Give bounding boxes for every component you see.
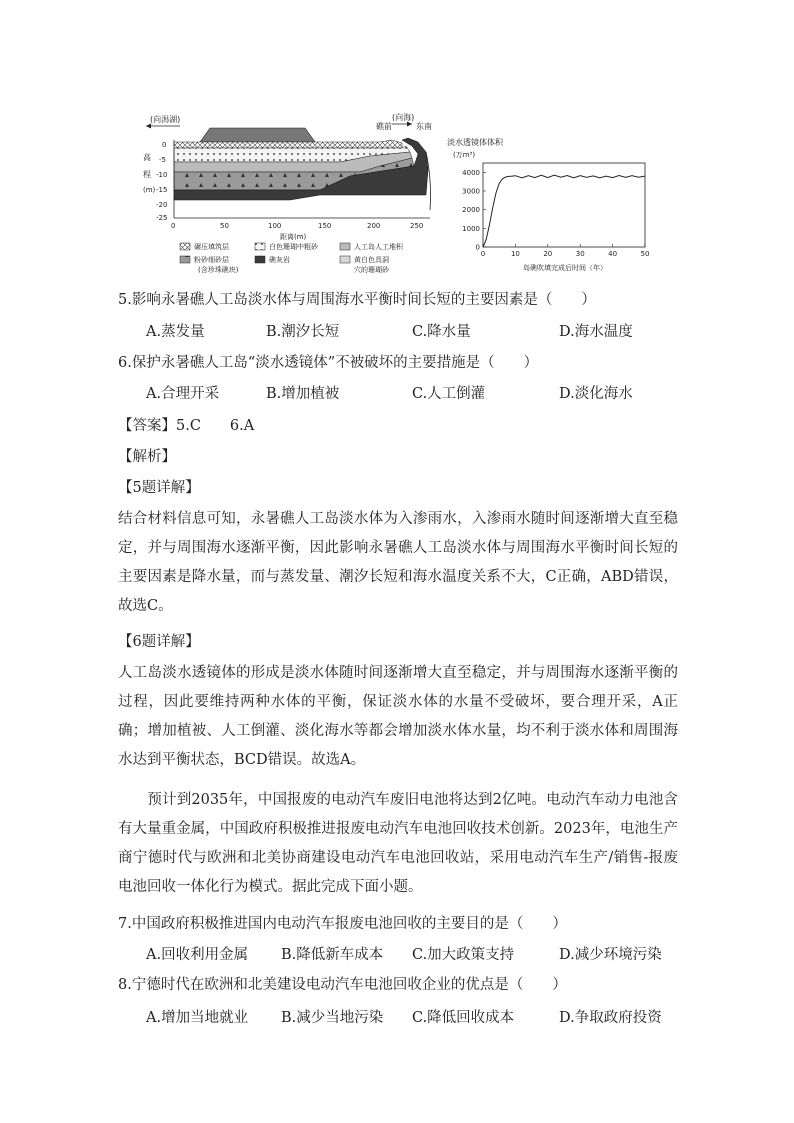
detail6-heading: 【6题详解】 bbox=[118, 634, 200, 650]
analysis-heading: 【解析】 bbox=[118, 449, 176, 465]
legend-item: 黄白色具洞 bbox=[354, 256, 389, 264]
legend-item: (含珍珠礁块) bbox=[198, 266, 239, 274]
series-line bbox=[483, 175, 645, 247]
q7-stem: 7.中国政府积极推进国内电动汽车报废电池回收的主要目的是（ ） bbox=[118, 916, 567, 932]
q7-option-a: A.回收利用金属 bbox=[146, 947, 249, 963]
q8-option-a: A.增加当地就业 bbox=[146, 1010, 249, 1026]
legend-item: 礁灰岩 bbox=[269, 256, 290, 264]
x-tick: 100 bbox=[268, 222, 282, 230]
y-tick-label: 0 bbox=[475, 243, 480, 252]
q5-option-d: D.海水温度 bbox=[559, 324, 633, 340]
q6-option-c: C.人工倒灌 bbox=[412, 386, 486, 402]
x-tick-label: 40 bbox=[608, 250, 618, 258]
freshwater-lens-chart bbox=[445, 135, 655, 275]
y-label-1: 高 bbox=[143, 153, 151, 162]
x-tick-label: 50 bbox=[640, 250, 650, 258]
q6-option-d: D.淡化海水 bbox=[559, 386, 633, 402]
y-tick: -10 bbox=[156, 171, 168, 179]
y-tick-label: 4000 bbox=[462, 168, 480, 177]
chart-x-label: 岛礁吹填完成后时间（年） bbox=[523, 264, 607, 272]
q7-option-b: B.降低新车成本 bbox=[281, 947, 384, 963]
q8-option-c: C.降低回收成本 bbox=[412, 1010, 515, 1026]
q7-option-c: C.加大政策支持 bbox=[412, 947, 515, 963]
y-tick-label: 3000 bbox=[462, 187, 480, 196]
legend-item: 人工岛人工堆积 bbox=[354, 243, 403, 251]
detail5-heading: 【5题详解】 bbox=[118, 480, 200, 496]
detail6-body: 人工岛淡水透镜体的形成是淡水体随时间逐渐增大直至稳定，并与周围海水逐渐平衡的过程，因此要维持两种水体的平衡，保证淡水体的水量不受破坏，要合理开采，A正确；增加植被、人工倒灌、淡化海水等都会增加淡水体水量，均不利于淡水体和周围海水达到平衡状态，BCD错误。故选A。 bbox=[118, 665, 678, 768]
legend-swatch bbox=[180, 243, 190, 250]
legend-item: 粉砂细砂层 bbox=[194, 256, 229, 264]
island-building bbox=[200, 128, 315, 142]
legend-swatch bbox=[340, 243, 350, 250]
q5-option-c: C.降水量 bbox=[412, 324, 471, 340]
legend-item: 碾压填筑层 bbox=[194, 243, 229, 251]
legend-swatch bbox=[255, 256, 265, 263]
y-tick: -15 bbox=[156, 186, 168, 194]
legend-swatch bbox=[180, 256, 190, 263]
y-tick: -20 bbox=[156, 201, 168, 209]
q6-stem: 6.保护永暑礁人工岛“淡水透镜体”不被破坏的主要措施是（ ） bbox=[118, 355, 539, 371]
q5-option-b: B.潮汐长短 bbox=[266, 324, 340, 340]
y-ticks bbox=[156, 141, 167, 222]
chart-unit: (万m³) bbox=[453, 151, 476, 159]
legend-swatch bbox=[340, 256, 350, 263]
x-axis-label: 距离(m) bbox=[280, 233, 307, 241]
x-tick-label: 20 bbox=[543, 250, 553, 258]
x-tick-label: 30 bbox=[575, 250, 585, 258]
x-tick-label: 0 bbox=[480, 250, 486, 258]
y-tick-label: 2000 bbox=[462, 206, 480, 215]
x-tick: 200 bbox=[367, 222, 381, 230]
x-ticks bbox=[171, 222, 423, 230]
y-tick: -25 bbox=[156, 214, 168, 222]
cross-section-figure bbox=[140, 110, 445, 280]
y-tick: -5 bbox=[159, 156, 166, 164]
dir-right-label: (向海) bbox=[392, 113, 415, 122]
detail5-body: 结合材料信息可知，永暑礁人工岛淡水体为入渗雨水，入渗雨水随时间逐渐增大直至稳定，并与周围海水逐渐平衡，因此影响永暑礁人工岛淡水体与周围海水平衡时间长短的主要因素是降水量，而与蒸发量、潮汐长短和海水温度关系不大，C正确，ABD错误，故选C。 bbox=[118, 511, 678, 614]
q8-option-d: D.争取政府投资 bbox=[559, 1010, 662, 1026]
x-tick: 50 bbox=[220, 222, 229, 230]
reef-front-label: 礁前 bbox=[376, 122, 392, 131]
southeast-label: 东南 bbox=[416, 122, 432, 131]
legend-item: 穴的珊瑚砂 bbox=[354, 266, 389, 274]
legend-swatch bbox=[255, 243, 265, 250]
answer-line: 【答案】5.C 6.A bbox=[118, 418, 255, 434]
x-tick: 250 bbox=[410, 222, 424, 230]
x-tick: 150 bbox=[318, 222, 332, 230]
y-unit: (m) bbox=[143, 186, 156, 194]
q8-option-b: B.减少当地污染 bbox=[281, 1010, 384, 1026]
dir-left-label: (向潟湖) bbox=[150, 115, 181, 124]
legend bbox=[180, 242, 404, 274]
q6-option-a: A.合理开采 bbox=[146, 386, 220, 402]
material-paragraph: 预计到2035年，中国报废的电动汽车废旧电池将达到2亿吨。电动汽车动力电池含有大量重金属，中国政府积极推进报废电动汽车电池回收技术创新。2023年，电池生产商宁德时代与欧洲和北美协商建设电动汽车电池回收站，采用电动汽车生产/销售-报废电池回收一体化行为模式。据此完成下面小题。 bbox=[118, 792, 678, 895]
chart-title: 淡水透镜体体积 bbox=[447, 138, 503, 147]
q6-option-b: B.增加植被 bbox=[266, 386, 340, 402]
x-tick-label: 10 bbox=[510, 250, 520, 258]
x-tick: 0 bbox=[171, 222, 176, 230]
y-tick-label: 1000 bbox=[462, 224, 480, 233]
q5-stem: 5.影响永暑礁人工岛淡水体与周围海水平衡时间长短的主要因素是（ ） bbox=[118, 292, 596, 308]
q8-stem: 8.宁德时代在欧洲和北美建设电动汽车电池回收企业的优点是（ ） bbox=[118, 977, 567, 993]
y-label-2: 程 bbox=[143, 170, 151, 179]
y-tick: 0 bbox=[162, 141, 167, 149]
legend-item: 白色珊瑚中粗砂 bbox=[269, 243, 318, 251]
q5-option-a: A.蒸发量 bbox=[146, 324, 205, 340]
q7-option-d: D.减少环境污染 bbox=[559, 947, 662, 963]
